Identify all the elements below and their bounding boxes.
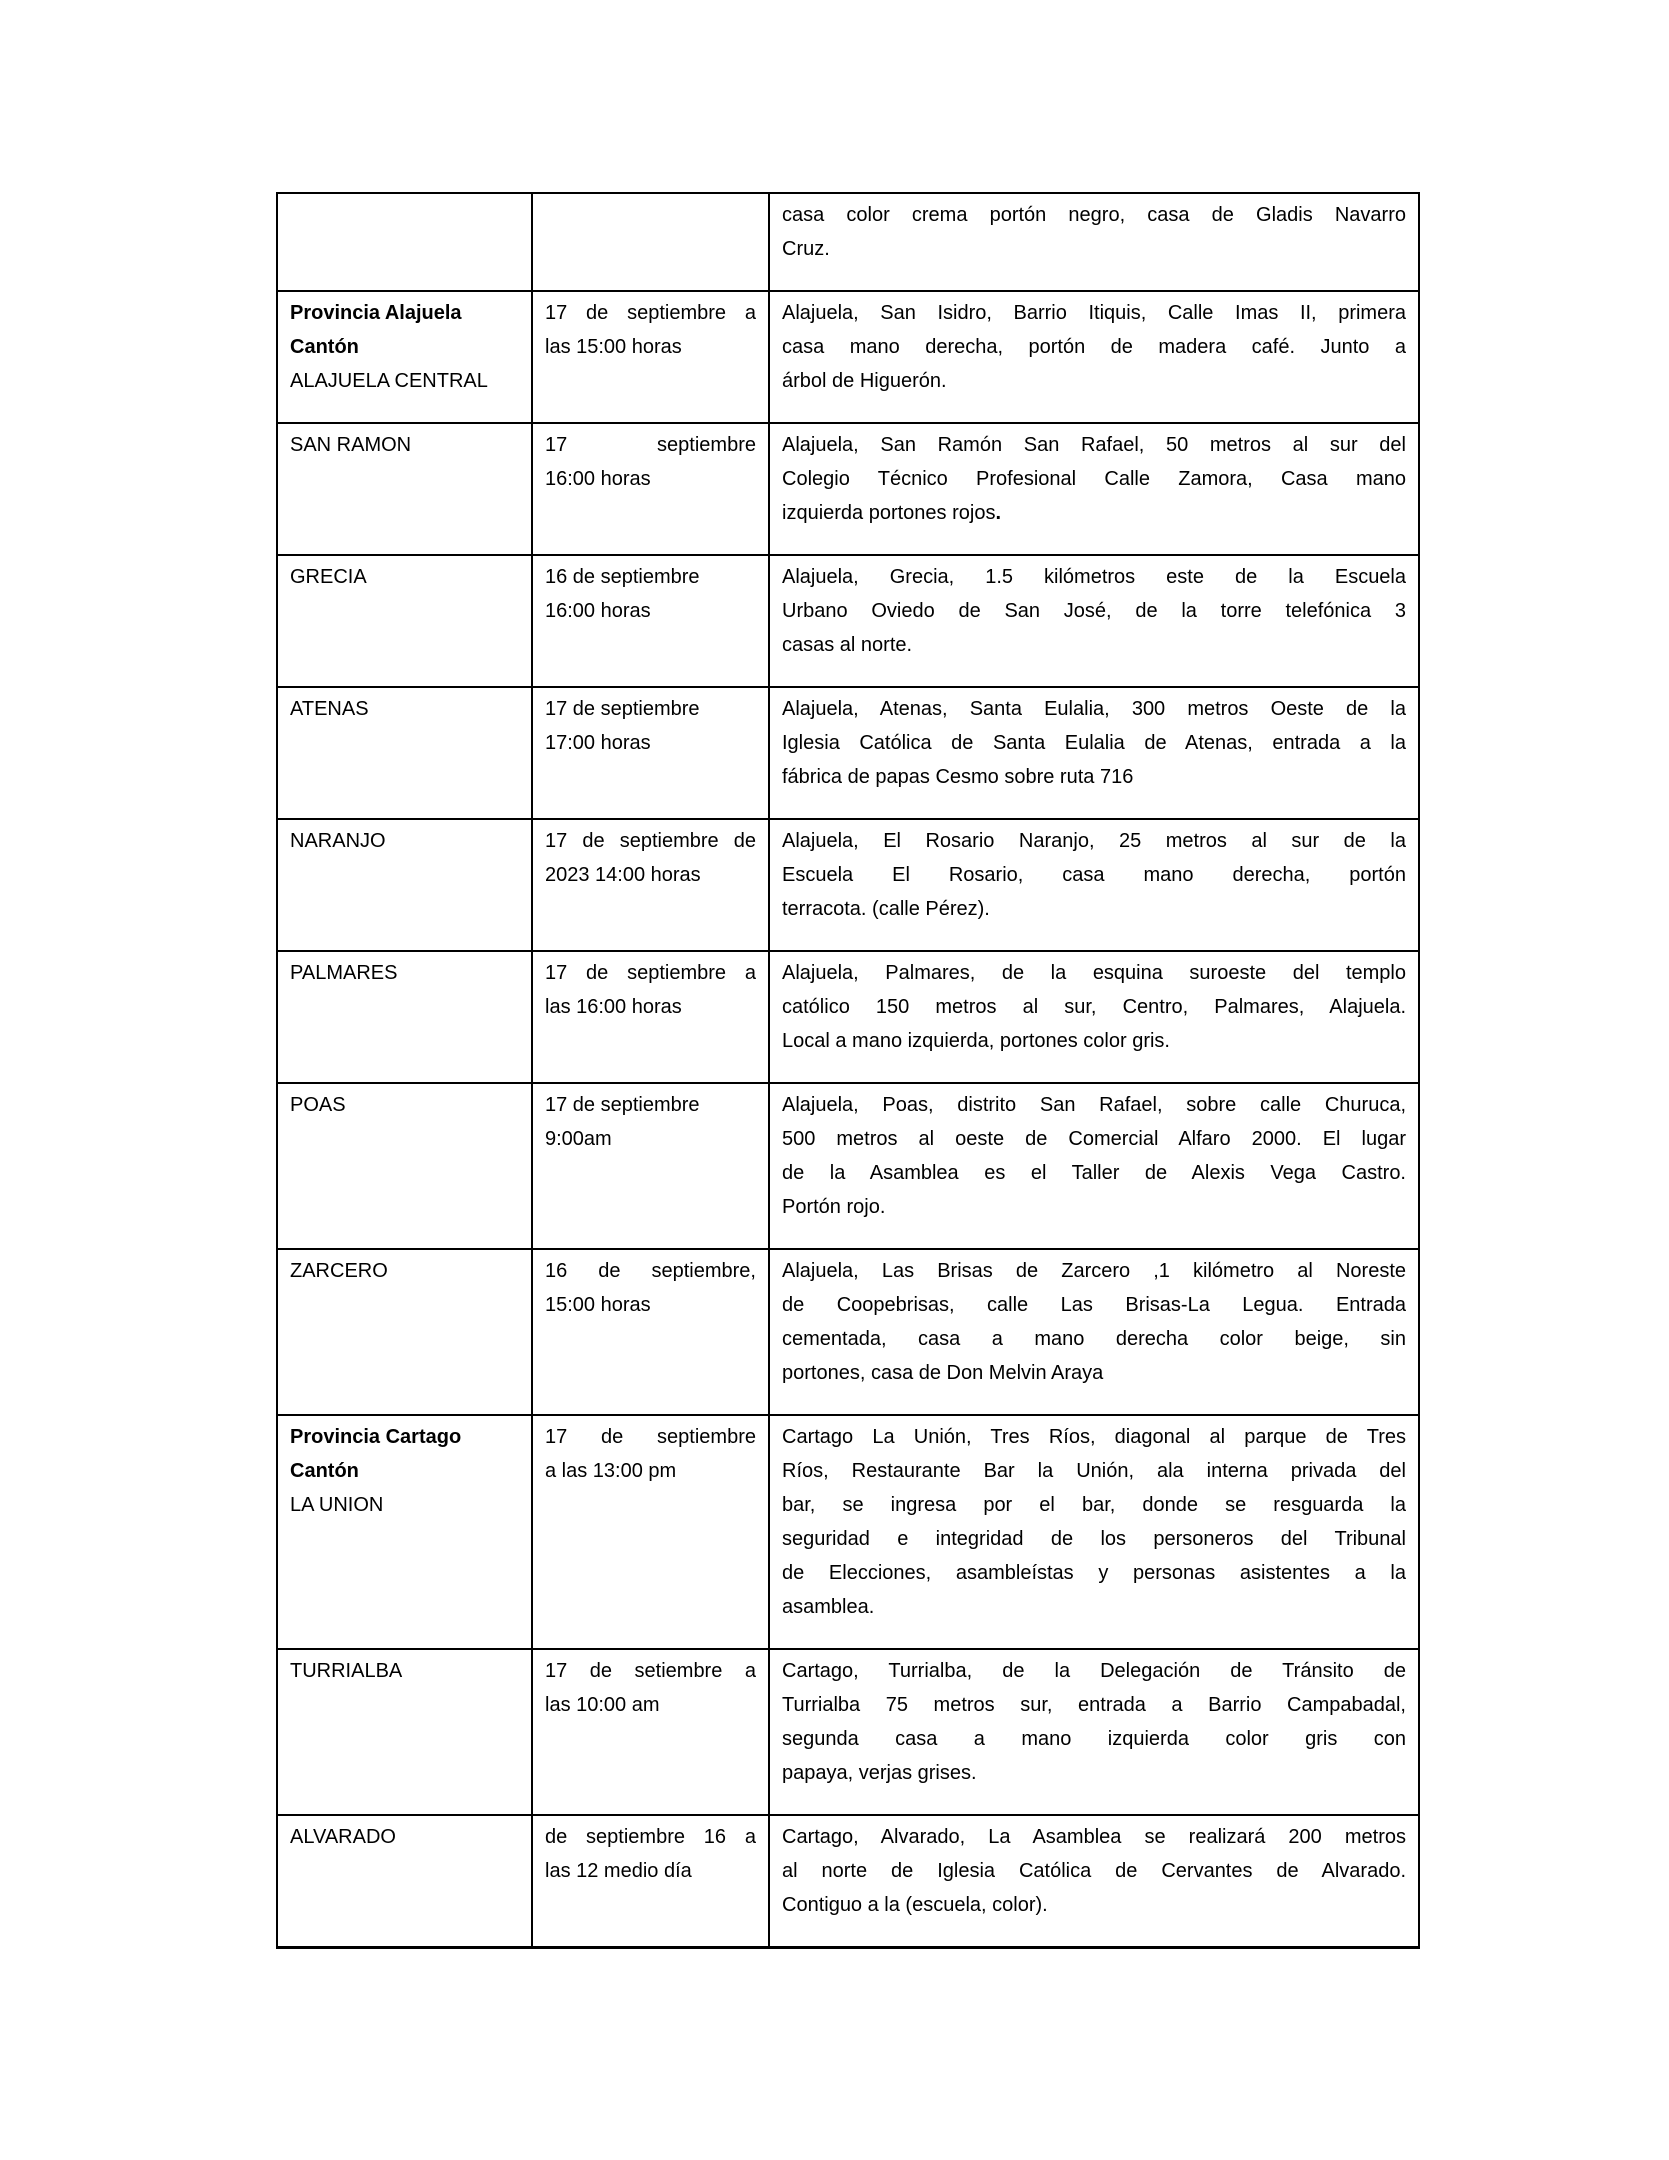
text-line [290, 1820, 519, 1854]
text-line [290, 560, 519, 594]
text: portones, casa de Don Melvin Araya [782, 1362, 1104, 1384]
text-line [782, 198, 1406, 232]
text-line [290, 824, 519, 858]
text: Cartago, Alvarado, La Asamblea se realizará 200 metros [782, 1826, 1406, 1848]
text: Alajuela, San Ramón San Rafael, 50 metros al sur del [782, 434, 1406, 456]
table-row [277, 819, 1419, 951]
text: 16 de septiembre [545, 566, 700, 588]
text: Escuela El Rosario, casa mano derecha, portón [782, 864, 1406, 886]
text: ALAJUELA CENTRAL [290, 370, 488, 392]
text: Alajuela, San Isidro, Barrio Itiquis, Calle Imas II, primera [782, 302, 1406, 324]
text-line [782, 858, 1406, 892]
text-line [782, 1454, 1406, 1488]
cell-canton [277, 1815, 532, 1948]
text-line [545, 428, 756, 462]
text-line [782, 692, 1406, 726]
cell-lugar [769, 193, 1419, 291]
text: terracota. (calle Pérez). [782, 898, 990, 920]
text: 500 metros al oeste de Comercial Alfaro 2000. El lugar [782, 1128, 1406, 1150]
text-line [545, 1254, 756, 1288]
text: Alajuela, Grecia, 1.5 kilómetros este de la Escuela [782, 566, 1406, 588]
cell-lugar [769, 1083, 1419, 1249]
cell-lugar [769, 1815, 1419, 1948]
text-line [545, 956, 756, 990]
text: de la Asamblea es el Taller de Alexis Vega Castro. [782, 1162, 1406, 1184]
text: las 12 medio día [545, 1860, 692, 1882]
cell-fecha [532, 193, 769, 291]
text: Cruz. [782, 238, 830, 260]
text-line [782, 1322, 1406, 1356]
text: ATENAS [290, 698, 369, 720]
cell-lugar [769, 423, 1419, 555]
table-row [277, 951, 1419, 1083]
text: GRECIA [290, 566, 367, 588]
text: Alajuela, El Rosario Naranjo, 25 metros al sur de la [782, 830, 1406, 852]
text-line [545, 1820, 756, 1854]
text-line [782, 1590, 1406, 1624]
cell-canton [277, 423, 532, 555]
text: TURRIALBA [290, 1660, 403, 1682]
text-line [782, 892, 1406, 926]
text: 15:00 horas [545, 1294, 651, 1316]
text-line [782, 1356, 1406, 1390]
cell-canton [277, 819, 532, 951]
text-line [545, 1088, 756, 1122]
text: 16 de septiembre, [545, 1260, 756, 1282]
text-line [782, 364, 1406, 398]
text: Alajuela, Poas, distrito San Rafael, sobre calle Churuca, [782, 1094, 1406, 1116]
text-line [782, 428, 1406, 462]
cell-canton [277, 1415, 532, 1649]
table-row [277, 1249, 1419, 1415]
text: 17 de setiembre a [545, 1660, 756, 1682]
bold-text: Provincia Alajuela [290, 302, 462, 324]
table-row [277, 1815, 1419, 1948]
text: de Coopebrisas, calle Las Brisas-La Legua. Entrada [782, 1294, 1406, 1316]
text: Urbano Oviedo de San José, de la torre telefónica 3 [782, 600, 1406, 622]
cell-lugar [769, 687, 1419, 819]
cell-fecha [532, 1415, 769, 1649]
text-line [782, 1122, 1406, 1156]
text-line [782, 1688, 1406, 1722]
text: las 15:00 horas [545, 336, 682, 358]
text-line [545, 1454, 756, 1488]
text: ZARCERO [290, 1260, 388, 1282]
text: NARANJO [290, 830, 386, 852]
text: 16:00 horas [545, 468, 651, 490]
text-line [290, 1488, 519, 1522]
text-line [545, 726, 756, 760]
text-line [782, 462, 1406, 496]
text-line [290, 956, 519, 990]
text-line [782, 1522, 1406, 1556]
text-line [782, 1888, 1406, 1922]
cell-fecha [532, 1815, 769, 1948]
table-row [277, 1083, 1419, 1249]
bold-text: Provincia Cartago [290, 1426, 462, 1448]
cell-fecha [532, 951, 769, 1083]
text: casa mano derecha, portón de madera café. Junto a [782, 336, 1406, 358]
bold-text: . [995, 502, 1002, 524]
cell-fecha [532, 1649, 769, 1815]
cell-fecha [532, 819, 769, 951]
text-line [545, 462, 756, 496]
text-line [782, 330, 1406, 364]
text: 17 de septiembre a [545, 302, 756, 324]
text-line [782, 990, 1406, 1024]
text: Iglesia Católica de Santa Eulalia de Atenas, entrada a la [782, 732, 1406, 754]
assembly-locations-table [276, 192, 1420, 1949]
table-row [277, 423, 1419, 555]
text-line [545, 1688, 756, 1722]
text: seguridad e integridad de los personeros del Tribunal [782, 1528, 1406, 1550]
text-line [545, 824, 756, 858]
text-line [545, 1654, 756, 1688]
text-line [782, 956, 1406, 990]
cell-lugar [769, 1249, 1419, 1415]
text-line [290, 428, 519, 462]
cell-lugar [769, 291, 1419, 423]
text-line [545, 1854, 756, 1888]
text: 17 de septiembre a [545, 962, 756, 984]
cell-fecha [532, 1083, 769, 1249]
text: fábrica de papas Cesmo sobre ruta 716 [782, 766, 1134, 788]
text: a las 13:00 pm [545, 1460, 677, 1482]
text-line [782, 1420, 1406, 1454]
text-line [545, 594, 756, 628]
cell-canton [277, 687, 532, 819]
text-line [782, 1190, 1406, 1224]
text: SAN RAMON [290, 434, 412, 456]
text: de septiembre 16 a [545, 1826, 756, 1848]
text: 9:00am [545, 1128, 612, 1150]
text-line [782, 1024, 1406, 1058]
text: izquierda portones rojos [782, 502, 996, 524]
text: Alajuela, Las Brisas de Zarcero ,1 kilómetro al Noreste [782, 1260, 1406, 1282]
text: Cartago, Turrialba, de la Delegación de Tránsito de [782, 1660, 1406, 1682]
text: Alajuela, Atenas, Santa Eulalia, 300 metros Oeste de la [782, 698, 1406, 720]
table-row [277, 291, 1419, 423]
text-line [782, 1722, 1406, 1756]
text: Local a mano izquierda, portones color gris. [782, 1030, 1170, 1052]
text: las 16:00 horas [545, 996, 682, 1018]
text-line [782, 1756, 1406, 1790]
text: papaya, verjas grises. [782, 1762, 977, 1784]
text-line [782, 496, 1406, 530]
text: 2023 14:00 horas [545, 864, 701, 886]
table-row [277, 687, 1419, 819]
text: ALVARADO [290, 1826, 396, 1848]
cell-canton [277, 193, 532, 291]
text-line [782, 1854, 1406, 1888]
text-line [290, 692, 519, 726]
cell-canton [277, 291, 532, 423]
cell-canton [277, 1649, 532, 1815]
bold-text: Cantón [290, 1460, 359, 1482]
cell-lugar [769, 1649, 1419, 1815]
text-line [545, 1288, 756, 1322]
text-line [290, 1454, 519, 1488]
cell-fecha [532, 555, 769, 687]
text-line [782, 1088, 1406, 1122]
text: Alajuela, Palmares, de la esquina suroeste del templo [782, 962, 1406, 984]
text: Ríos, Restaurante Bar la Unión, ala interna privada del [782, 1460, 1406, 1482]
text: 17 de septiembre de [545, 830, 756, 852]
text-line [782, 726, 1406, 760]
text-line [782, 1556, 1406, 1590]
text: 17 de septiembre [545, 698, 700, 720]
text: Portón rojo. [782, 1196, 886, 1218]
text-line [545, 1420, 756, 1454]
text-line [290, 296, 519, 330]
text: LA UNION [290, 1494, 384, 1516]
text: PALMARES [290, 962, 398, 984]
text: 17 de septiembre [545, 1426, 756, 1448]
cell-lugar [769, 1415, 1419, 1649]
text-line [782, 1654, 1406, 1688]
text: asamblea. [782, 1596, 875, 1618]
cell-lugar [769, 555, 1419, 687]
text: Colegio Técnico Profesional Calle Zamora, Casa mano [782, 468, 1406, 490]
text: 17 septiembre [545, 434, 756, 456]
text: árbol de Higuerón. [782, 370, 947, 392]
cell-canton [277, 1249, 532, 1415]
text-line [782, 1254, 1406, 1288]
text-line [782, 628, 1406, 662]
cell-fecha [532, 1249, 769, 1415]
cell-fecha [532, 291, 769, 423]
text: bar, se ingresa por el bar, donde se resguarda la [782, 1494, 1406, 1516]
text: 17 de septiembre [545, 1094, 700, 1116]
text-line [545, 560, 756, 594]
text-line [782, 232, 1406, 266]
text-line [290, 330, 519, 364]
text-line [290, 1254, 519, 1288]
text-line [545, 858, 756, 892]
text: Contiguo a la (escuela, color). [782, 1894, 1048, 1916]
text-line [545, 296, 756, 330]
bold-text: Cantón [290, 336, 359, 358]
cell-canton [277, 555, 532, 687]
text: cementada, casa a mano derecha color beige, sin [782, 1328, 1406, 1350]
text-line [782, 1288, 1406, 1322]
table-row [277, 193, 1419, 291]
text: al norte de Iglesia Católica de Cervantes de Alvarado. [782, 1860, 1406, 1882]
text: de Elecciones, asambleístas y personas asistentes a la [782, 1562, 1406, 1584]
assembly-table-body [277, 193, 1419, 1948]
text-line [545, 1122, 756, 1156]
text: católico 150 metros al sur, Centro, Palmares, Alajuela. [782, 996, 1406, 1018]
text-line [290, 1088, 519, 1122]
table-row [277, 1415, 1419, 1649]
text-line [782, 296, 1406, 330]
cell-canton [277, 951, 532, 1083]
cell-lugar [769, 819, 1419, 951]
table-row [277, 555, 1419, 687]
text-line [545, 990, 756, 1024]
text: POAS [290, 1094, 346, 1116]
text-line [545, 692, 756, 726]
table-row [277, 1649, 1419, 1815]
text-line [782, 560, 1406, 594]
text-line [782, 1488, 1406, 1522]
text: casas al norte. [782, 634, 913, 656]
text: Cartago La Unión, Tres Ríos, diagonal al parque de Tres [782, 1426, 1406, 1448]
text: las 10:00 am [545, 1694, 660, 1716]
text-line [290, 364, 519, 398]
text-line [782, 1820, 1406, 1854]
text-line [782, 1156, 1406, 1190]
text-line [290, 1420, 519, 1454]
text: segunda casa a mano izquierda color gris con [782, 1728, 1406, 1750]
cell-canton [277, 1083, 532, 1249]
text-line [782, 594, 1406, 628]
text-line [782, 824, 1406, 858]
text: casa color crema portón negro, casa de Gladis Navarro [782, 204, 1406, 226]
text: 16:00 horas [545, 600, 651, 622]
text: Turrialba 75 metros sur, entrada a Barrio Campabadal, [782, 1694, 1406, 1716]
cell-fecha [532, 423, 769, 555]
cell-lugar [769, 951, 1419, 1083]
cell-fecha [532, 687, 769, 819]
text-line [782, 760, 1406, 794]
text-line [290, 1654, 519, 1688]
text: 17:00 horas [545, 732, 651, 754]
text-line [545, 330, 756, 364]
